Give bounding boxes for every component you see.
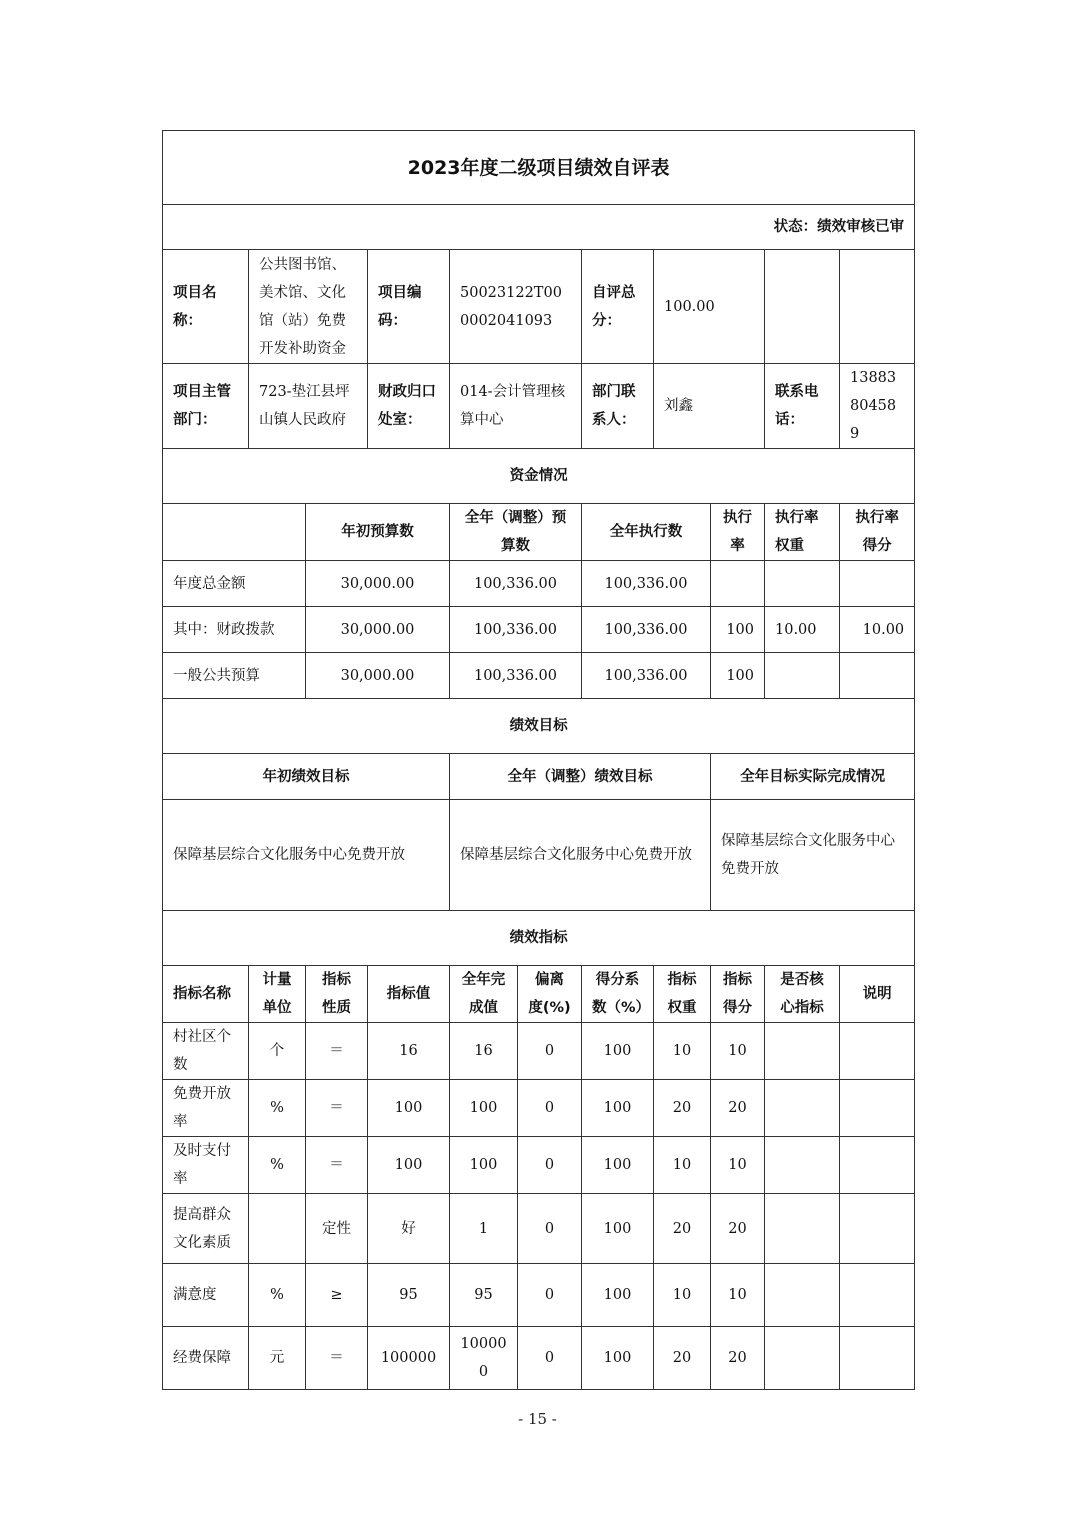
ind-name: 经费保障 (163, 1327, 249, 1390)
ind-score: 20 (711, 1080, 765, 1137)
ind-nature: 定性 (306, 1194, 368, 1264)
funds-cell-executed: 100,336.00 (582, 607, 711, 653)
ind-name: 满意度 (163, 1264, 249, 1327)
ind-weight: 10 (654, 1023, 711, 1080)
funds-header-score: 执行率得分 (840, 504, 915, 561)
self-score-label: 自评总分： (582, 250, 654, 364)
ind-value: 100 (368, 1137, 450, 1194)
contact-label: 部门联系人： (582, 364, 654, 449)
goals-header-initial: 年初绩效目标 (163, 754, 450, 800)
ind-weight: 10 (654, 1264, 711, 1327)
ind-weight: 10 (654, 1137, 711, 1194)
ind-coefficient: 100 (582, 1023, 654, 1080)
ind-header-value: 指标值 (368, 966, 450, 1023)
funds-cell-weight (765, 653, 840, 699)
empty-cell (765, 250, 840, 364)
ind-weight: 20 (654, 1080, 711, 1137)
status-text: 状态：绩效审核已审 (163, 205, 915, 250)
ind-unit: 元 (249, 1327, 306, 1390)
ind-nature: ＝ (306, 1327, 368, 1390)
table-row (163, 1194, 915, 1264)
funds-row-label: 一般公共预算 (163, 653, 306, 699)
ind-name: 提高群众文化素质 (163, 1194, 249, 1264)
ind-core (765, 1137, 840, 1194)
ind-value: 95 (368, 1264, 450, 1327)
funds-cell-weight (765, 561, 840, 607)
ind-score: 20 (711, 1327, 765, 1390)
goal-adjusted-text: 保障基层综合文化服务中心免费开放 (450, 800, 711, 911)
funds-cell-score: 10.00 (840, 607, 915, 653)
funds-corner-cell (163, 504, 306, 561)
ind-done: 1 (450, 1194, 518, 1264)
funds-cell-score (840, 653, 915, 699)
funds-header-weight: 执行率权重 (765, 504, 840, 561)
goals-header-adjusted: 全年（调整）绩效目标 (450, 754, 711, 800)
ind-deviation: 0 (518, 1080, 582, 1137)
ind-header-done: 全年完成值 (450, 966, 518, 1023)
ind-score: 20 (711, 1194, 765, 1264)
ind-done: 100000 (450, 1327, 518, 1390)
ind-deviation: 0 (518, 1023, 582, 1080)
ind-coefficient: 100 (582, 1264, 654, 1327)
phone-label: 联系电话： (765, 364, 840, 449)
ind-note (840, 1023, 915, 1080)
ind-weight: 20 (654, 1327, 711, 1390)
ind-done: 100 (450, 1080, 518, 1137)
project-code-value: 50023122T000002041093 (450, 250, 582, 364)
ind-nature: ≥ (306, 1264, 368, 1327)
page-number: - 15 - (518, 1410, 557, 1428)
ind-header-unit: 计量单位 (249, 966, 306, 1023)
project-name-label: 项目名称： (163, 250, 249, 364)
ind-value: 好 (368, 1194, 450, 1264)
ind-score: 10 (711, 1264, 765, 1327)
evaluation-form (162, 130, 914, 1390)
goals-section-title: 绩效目标 (163, 699, 915, 754)
table-row (163, 1080, 915, 1137)
funds-row-label: 其中：财政拨款 (163, 607, 306, 653)
ind-note (840, 1194, 915, 1264)
ind-unit: % (249, 1137, 306, 1194)
ind-deviation: 0 (518, 1327, 582, 1390)
ind-nature: ＝ (306, 1137, 368, 1194)
goal-initial-text: 保障基层综合文化服务中心免费开放 (163, 800, 450, 911)
ind-done: 16 (450, 1023, 518, 1080)
ind-value: 100 (368, 1080, 450, 1137)
table-row (163, 1327, 915, 1390)
goals-header-actual: 全年目标实际完成情况 (711, 754, 915, 800)
table-row (163, 1264, 915, 1327)
ind-note (840, 1264, 915, 1327)
funds-cell-initial: 30,000.00 (306, 561, 450, 607)
ind-core (765, 1327, 840, 1390)
ind-core (765, 1080, 840, 1137)
self-score-value: 100.00 (654, 250, 765, 364)
ind-header-note: 说明 (840, 966, 915, 1023)
dept-label: 项目主管部门： (163, 364, 249, 449)
ind-header-weight: 指标权重 (654, 966, 711, 1023)
ind-name: 及时支付率 (163, 1137, 249, 1194)
funds-header-rate: 执行率 (711, 504, 765, 561)
funds-cell-rate (711, 561, 765, 607)
ind-header-nature: 指标性质 (306, 966, 368, 1023)
ind-deviation: 0 (518, 1264, 582, 1327)
funds-cell-adjusted: 100,336.00 (450, 561, 582, 607)
ind-header-name: 指标名称 (163, 966, 249, 1023)
ind-unit: % (249, 1264, 306, 1327)
funds-cell-initial: 30,000.00 (306, 607, 450, 653)
contact-value: 刘鑫 (654, 364, 765, 449)
ind-name: 村社区个数 (163, 1023, 249, 1080)
empty-cell (840, 250, 915, 364)
ind-header-deviation: 偏离度(%) (518, 966, 582, 1023)
ind-score: 10 (711, 1023, 765, 1080)
project-code-label: 项目编码： (368, 250, 450, 364)
finance-office-label: 财政归口处室： (368, 364, 450, 449)
funds-cell-executed: 100,336.00 (582, 653, 711, 699)
table-row (163, 1023, 915, 1080)
ind-weight: 20 (654, 1194, 711, 1264)
ind-header-score: 指标得分 (711, 966, 765, 1023)
indicators-section-title: 绩效指标 (163, 911, 915, 966)
ind-coefficient: 100 (582, 1080, 654, 1137)
ind-header-coefficient: 得分系数（%） (582, 966, 654, 1023)
funds-cell-executed: 100,336.00 (582, 561, 711, 607)
phone-value: 13883804589 (840, 364, 915, 449)
ind-coefficient: 100 (582, 1194, 654, 1264)
ind-name: 免费开放率 (163, 1080, 249, 1137)
ind-deviation: 0 (518, 1194, 582, 1264)
ind-coefficient: 100 (582, 1327, 654, 1390)
ind-coefficient: 100 (582, 1137, 654, 1194)
ind-done: 100 (450, 1137, 518, 1194)
funds-cell-rate: 100 (711, 653, 765, 699)
ind-note (840, 1080, 915, 1137)
evaluation-table (162, 130, 915, 1390)
finance-office-value: 014-会计管理核算中心 (450, 364, 582, 449)
funds-cell-adjusted: 100,336.00 (450, 607, 582, 653)
ind-value: 16 (368, 1023, 450, 1080)
ind-core (765, 1023, 840, 1080)
ind-unit: 个 (249, 1023, 306, 1080)
ind-note (840, 1327, 915, 1390)
ind-header-core: 是否核心指标 (765, 966, 840, 1023)
funds-header-initial: 年初预算数 (306, 504, 450, 561)
ind-score: 10 (711, 1137, 765, 1194)
form-title: 2023年度二级项目绩效自评表 (163, 131, 915, 205)
funds-section-title: 资金情况 (163, 449, 915, 504)
funds-cell-adjusted: 100,336.00 (450, 653, 582, 699)
funds-header-executed: 全年执行数 (582, 504, 711, 561)
ind-unit: % (249, 1080, 306, 1137)
goal-actual-text: 保障基层综合文化服务中心免费开放 (711, 800, 915, 911)
funds-cell-initial: 30,000.00 (306, 653, 450, 699)
ind-core (765, 1194, 840, 1264)
funds-header-adjusted: 全年（调整）预算数 (450, 504, 582, 561)
funds-cell-weight: 10.00 (765, 607, 840, 653)
ind-nature: ＝ (306, 1080, 368, 1137)
dept-value: 723-垫江县坪山镇人民政府 (249, 364, 368, 449)
ind-value: 100000 (368, 1327, 450, 1390)
table-row (163, 1137, 915, 1194)
funds-cell-rate: 100 (711, 607, 765, 653)
ind-deviation: 0 (518, 1137, 582, 1194)
ind-unit (249, 1194, 306, 1264)
ind-core (765, 1264, 840, 1327)
ind-done: 95 (450, 1264, 518, 1327)
project-name-value: 公共图书馆、美术馆、文化馆（站）免费开发补助资金 (249, 250, 368, 364)
funds-cell-score (840, 561, 915, 607)
funds-row-label: 年度总金额 (163, 561, 306, 607)
ind-note (840, 1137, 915, 1194)
ind-nature: ＝ (306, 1023, 368, 1080)
